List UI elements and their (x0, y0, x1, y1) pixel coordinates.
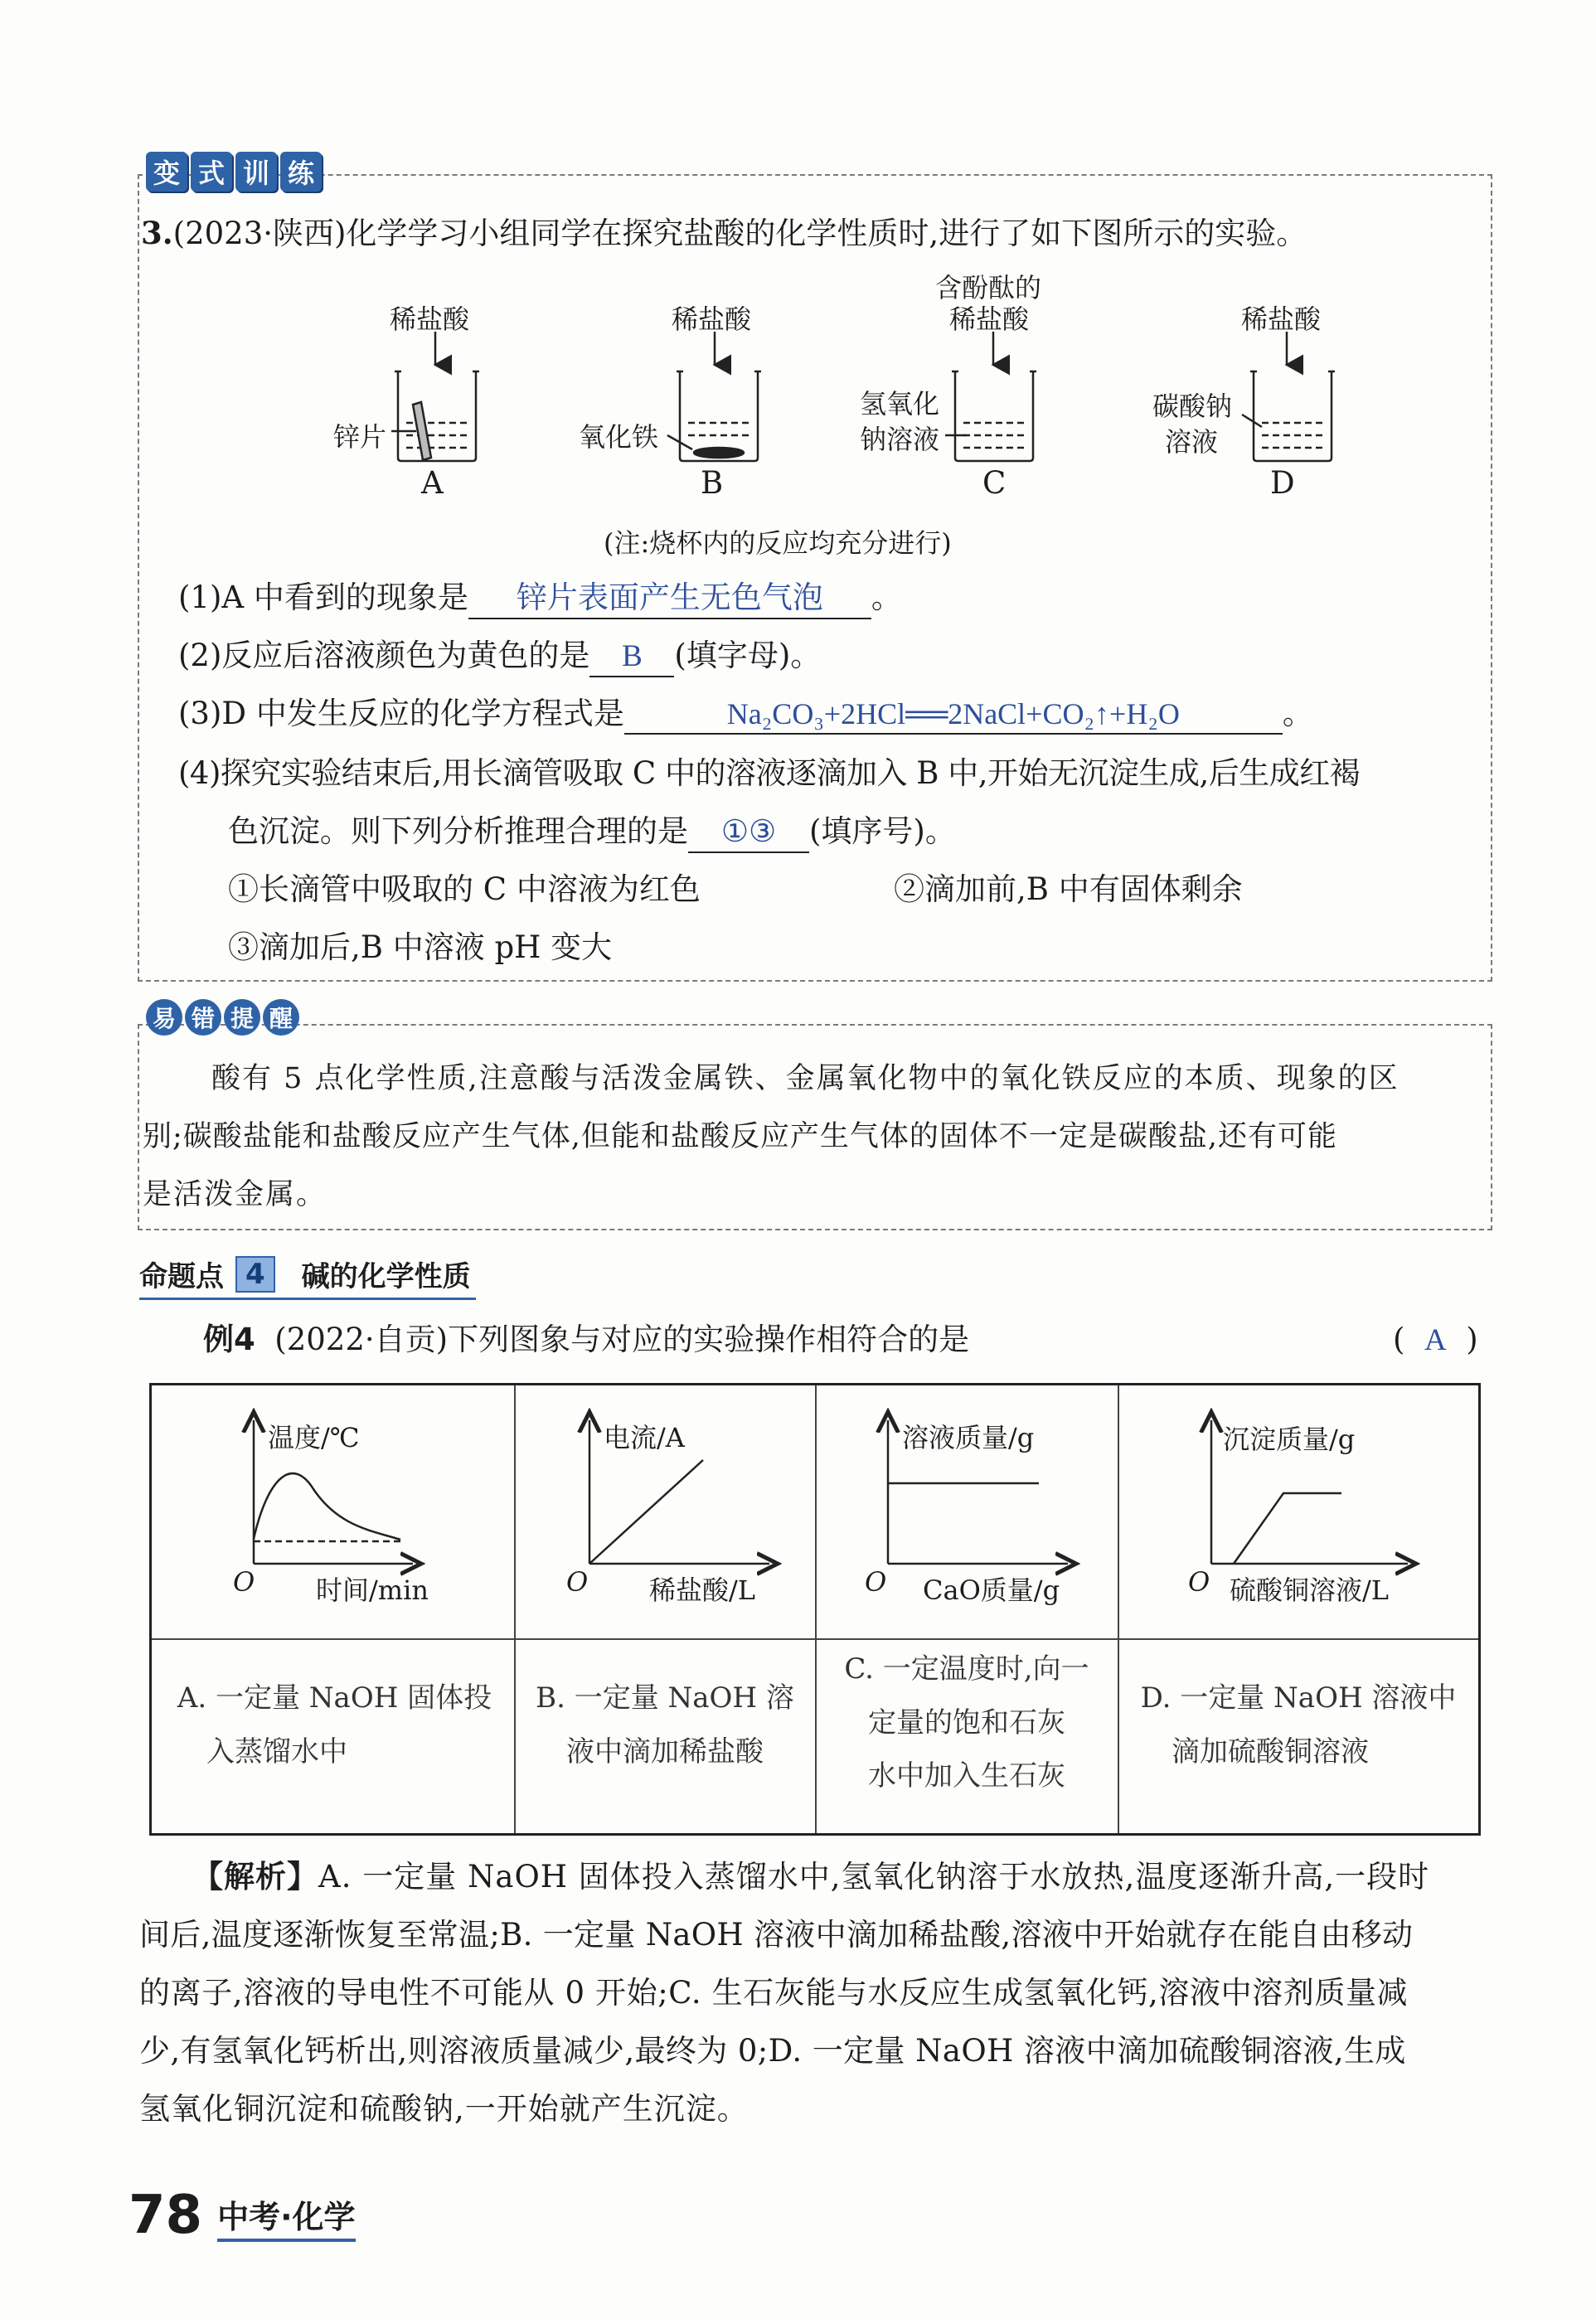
label-d-top: 稀盐酸 (1241, 303, 1322, 335)
figure-note: (注:烧杯内的反应均充分进行) (604, 527, 952, 559)
variant-practice-tag (146, 152, 322, 192)
label-b-top: 稀盐酸 (672, 303, 752, 335)
analysis-line-4: 少,有氢氧化钙析出,则溶液质量减少,最终为 0;D. 一定量 NaOH 溶液中滴加硫酸铜溶液,生成 (139, 2033, 1406, 2069)
warning-tag (146, 999, 299, 1036)
graph-d-line (1234, 1493, 1341, 1564)
ex4-stem: (2022·自贡)下列图象与对应的实验操作相符合的是 (274, 1322, 970, 1357)
q3-number: 3. (141, 215, 173, 251)
analysis-line-2: 间后,温度逐渐恢复至常温;B. 一定量 NaOH 溶液中滴加稀盐酸,溶液中开始就存在能自由移动 (139, 1917, 1414, 1953)
q3-option-2: ②滴加前,B 中有固体剩余 (894, 871, 1243, 907)
label-a-side: 锌片 (333, 421, 387, 453)
analysis-label: 【解析】 (192, 1859, 318, 1894)
section-heading (139, 1254, 476, 1300)
q3-part4-line2: 色沉淀。则下列分析推理合理的是 ①③ (填序号)。 (228, 813, 956, 853)
option-b: B. 一定量 NaOH 溶 液中滴加稀盐酸 (536, 1681, 794, 1768)
q3-option-3: ③滴加后,B 中溶液 pH 变大 (228, 929, 613, 965)
warning-line-1: 酸有 5 点化学性质,注意酸与活泼金属铁、金属氧化物中的氧化铁反应的本质、现象的区 (211, 1062, 1400, 1095)
section-number: 4 (235, 1256, 275, 1293)
tag-char: 错 (185, 999, 221, 1036)
page-footer (129, 2185, 356, 2246)
ex4-answer-paren: ( A ) (1393, 1322, 1478, 1357)
graph-b-line (589, 1460, 703, 1564)
section-title: 碱的化学性质 (301, 1260, 471, 1293)
ex4-answer: A (1424, 1323, 1447, 1357)
tag-char: 训 (235, 152, 277, 192)
tag-char: 易 (146, 999, 182, 1036)
warning-line-3: 是活泼金属。 (143, 1178, 327, 1211)
tag-char: 醒 (263, 999, 299, 1036)
iron-oxide-solid (694, 448, 744, 458)
answer-p1: 锌片表面产生无色气泡 (468, 580, 871, 619)
analysis-line-5: 氢氧化铜沉淀和硫酸钠,一开始就产生沉淀。 (139, 2091, 749, 2127)
tag-char: 式 (191, 152, 232, 192)
option-a: A. 一定量 NaOH 固体投 入蒸馏水中 (177, 1681, 492, 1768)
graph-a-curve (254, 1473, 400, 1540)
graph-c-ylabel: 溶液质量/g (902, 1422, 1035, 1453)
q3-part3: (3)D 中发生反应的化学方程式是 Na₂CO₃+2HCl══2NaCl+CO₂↑+H₂O 。 (178, 695, 1313, 735)
graph-a-ylabel: 温度/℃ (268, 1422, 360, 1453)
q3-option-1: ①长滴管中吸取的 C 中溶液为红色 (228, 871, 701, 907)
label-a-top: 稀盐酸 (390, 303, 470, 335)
label-b-letter: B (701, 465, 724, 501)
graph-b-xlabel: 稀盐酸/L (649, 1574, 756, 1606)
ex4-label: 例4 (203, 1322, 255, 1357)
graph-c-origin: O (865, 1566, 887, 1598)
label-a-letter: A (421, 465, 444, 501)
graph-d-ylabel: 沉淀质量/g (1223, 1424, 1356, 1455)
q3-stem: (2023·陕西)化学学习小组同学在探究盐酸的化学性质时,进行了如下图所示的实验。 (172, 216, 1307, 251)
graph-b-ylabel: 电流/A (604, 1422, 685, 1453)
label-d-letter: D (1270, 465, 1295, 501)
label-d-side-1: 碳酸钠 (1152, 391, 1233, 422)
answer-p2: B (589, 638, 674, 677)
page-number: 78 (129, 2185, 203, 2246)
tag-char: 提 (224, 999, 260, 1036)
graph-c-xlabel: CaO质量/g (923, 1574, 1060, 1606)
label-c-side-1: 氢氧化 (860, 388, 940, 420)
graph-a-origin: O (233, 1566, 255, 1598)
label-b-side: 氧化铁 (579, 421, 659, 453)
book-title: 中考·化学 (217, 2191, 355, 2242)
section-prefix: 命题点 (139, 1260, 224, 1293)
ex4-stem-line (203, 1321, 969, 1359)
label-d-side-2: 溶液 (1165, 426, 1219, 458)
graph-d-xlabel: 硫酸铜溶液/L (1230, 1574, 1390, 1606)
q3-part1: (1)A 中看到的现象是 锌片表面产生无色气泡 。 (178, 579, 902, 619)
warning-line-2: 别;碳酸盐能和盐酸反应产生气体,但能和盐酸反应产生气体的固体不一定是碳酸盐,还有可能 (143, 1120, 1338, 1153)
option-c: C. 一定温度时,向一 定量的饱和石灰 水中加入生石灰 (844, 1652, 1089, 1793)
option-d: D. 一定量 NaOH 溶液中 滴加硫酸铜溶液 (1140, 1681, 1457, 1768)
label-c-side-2: 钠溶液 (860, 424, 940, 455)
q3-stem-line (141, 214, 1307, 253)
q3-part2: (2)反应后溶液颜色为黄色的是 B (填字母)。 (178, 637, 821, 677)
label-c-top-1: 含酚酞的 (935, 272, 1042, 303)
graph-b-origin: O (566, 1566, 589, 1598)
answer-p3: Na₂CO₃+2HCl══2NaCl+CO₂↑+H₂O (624, 696, 1283, 735)
label-c-top-2: 稀盐酸 (949, 303, 1030, 335)
answer-p4: ①③ (688, 813, 809, 853)
graph-table (149, 1383, 1481, 1836)
graph-a-xlabel: 时间/min (316, 1574, 429, 1606)
analysis-line-3: 的离子,溶液的导电性不可能从 0 开始;C. 生石灰能与水反应生成氢氧化钙,溶液中溶剂质量减 (139, 1975, 1409, 2011)
tag-char: 变 (146, 152, 187, 192)
analysis-line-1: 【解析】A. 一定量 NaOH 固体投入蒸馏水中,氢氧化钠溶于水放热,温度逐渐升高,一段时 (192, 1859, 1430, 1894)
tag-char: 练 (280, 152, 322, 192)
label-c-letter: C (982, 465, 1007, 501)
graph-d-origin: O (1188, 1566, 1210, 1598)
q3-part4-line1: (4)探究实验结束后,用长滴管吸取 C 中的溶液逐滴加入 B 中,开始无沉淀生成,后生成红褐 (178, 755, 1361, 791)
